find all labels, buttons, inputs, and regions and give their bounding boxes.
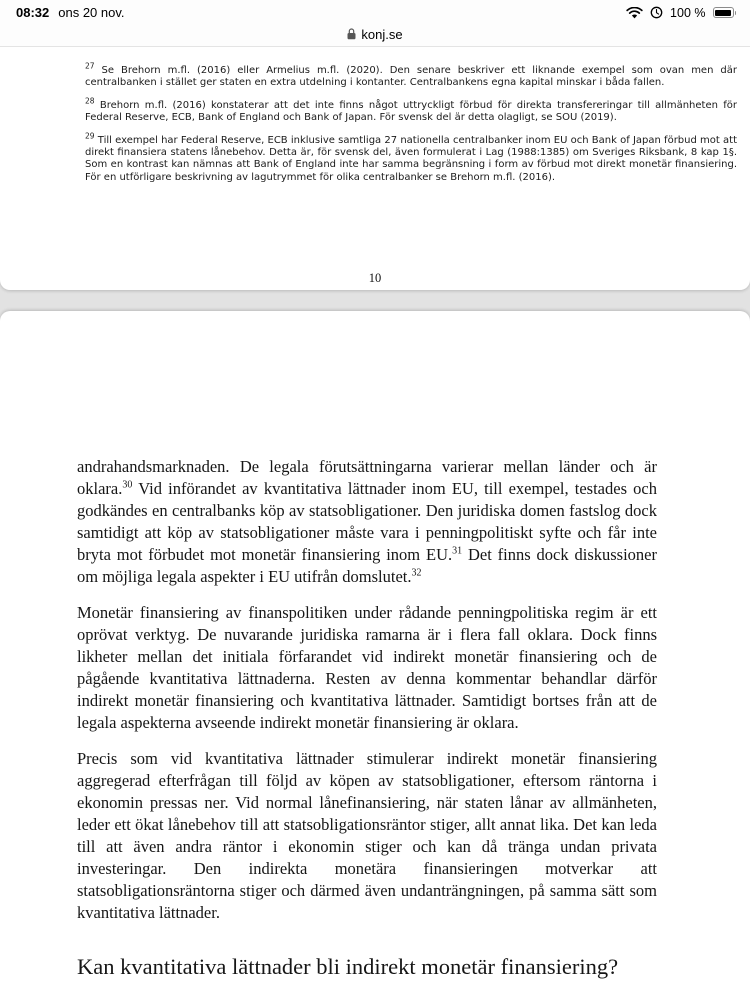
- alarm-clock-icon: [650, 6, 663, 19]
- document-body: [77, 456, 657, 983]
- status-time: 08:32: [16, 5, 50, 20]
- battery-icon: [713, 7, 737, 18]
- paragraph-text: Vid införandet av kvantitativa lättnader inom EU, till exempel, testades och godkändes en centralbanks köp av statsobligationer. Den juridiska domen fastslog dock samtidigt att köp av statsobligationer måste vara i penningpolitiskt syfte och får inte bryta mot förbudet mot monetär finansiering inom EU.: [77, 479, 657, 564]
- paragraph-2: Monetär finansiering av finanspolitiken under rådande penningpolitiska regim är ett oprövat verktyg. De nuvarande juridiska ramarna är i flera fall oklara. Dock finns likheter mellan det initiala förfarandet vid indirekt monetär finansiering och de pågående kvantitativa lättnaderna. Resten av denna kommentar behandlar därför indirekt monetär finansiering och kvantitativa lättnader. Samtidigt bortses från att de legala aspekterna avseende indirekt monetär finansiering är oklara.: [77, 603, 657, 732]
- paragraph-1: [77, 456, 657, 588]
- footnote-29: [85, 131, 738, 185]
- status-right: [626, 6, 736, 20]
- page-number: 10: [368, 271, 382, 285]
- footnote-ref-31: 31: [452, 545, 463, 557]
- safari-toolbar: [0, 22, 750, 47]
- pdf-page-10: [0, 47, 750, 290]
- footnote-ref-30: 30: [122, 479, 133, 491]
- footnote-number: 28: [85, 96, 95, 106]
- footnote-text: Se Brehorn m.fl. (2016) eller Armelius m.fl. (2020). Den senare beskriver ett liknande exempel som ovan men där centralbanken i stället ger staten en extra utdelning i kontanter. Centralbankens egna kapital minskar i båda fallen.: [85, 65, 737, 89]
- pdf-page-11: [0, 311, 750, 1000]
- pdf-viewer[interactable]: [0, 47, 750, 1000]
- url-text: konj.se: [361, 26, 403, 42]
- status-left: [16, 5, 125, 20]
- paragraph-3: Precis som vid kvantitativa lättnader stimulerar indirekt monetär finansiering aggregerad efterfrågan till följd av köpen av statsobligationer, eftersom räntorna i ekonomin pressas ner. Vid normal lånefinansiering, när staten lånar av allmänheten, leder ett ökat lånebehov till att statsobligationsräntor stiger, allt annat lika. Det kan leda till att även andra räntor i ekonomin stiger och kan då tränga undan privata investeringar. Den indirekta monetära finansieringen motverkar att statsobligationsräntorna stiger och därmed även undanträngningen, på samma sätt som kvantitativa lättnader.: [77, 749, 657, 922]
- wifi-icon: [626, 7, 643, 19]
- address-bar[interactable]: [337, 25, 412, 44]
- status-date: ons 20 nov.: [58, 5, 125, 20]
- paragraph-text: Det finns dock diskussioner om möjliga legala aspekter i EU utifrån domslutet.: [77, 545, 657, 586]
- footnote-number: 29: [85, 131, 95, 141]
- section-heading: Kan kvantitativa lättnader bli indirekt monetär finansiering?: [77, 954, 619, 979]
- footnote-28: [85, 96, 737, 125]
- footnote-27: [85, 61, 737, 90]
- page-gap: [0, 290, 750, 311]
- status-bar: [0, 0, 750, 22]
- lock-icon: [347, 28, 356, 40]
- footnote-number: 27: [85, 61, 95, 71]
- footnote-text: Till exempel har Federal Reserve, ECB inklusive samtliga 27 nationella centralbanker inom EU och Bank of Japan förbud mot att direkt finansiera statens lånebehov. Detta är, för svensk del, även formulerat i Lag (1988:1385) om Sveriges Riksbank, 8 kap 1§. Som en kontrast kan nämnas att Bank of England inte har samma begränsning i form av förbud mot direkt monetär finansiering. För en utförligare beskrivning av lagutrymmet för olika centralbanker se Brehorn m.fl. (2016).: [85, 134, 738, 183]
- battery-percentage: 100 %: [670, 5, 706, 20]
- paragraph-text: andrahandsmarknaden. De legala förutsättningarna varierar mellan länder och är oklara.: [77, 457, 657, 498]
- footnote-text: Brehorn m.fl. (2016) konstaterar att det inte finns något uttryckligt förbud för direkta transfereringar till allmänheten för Federal Reserve, ECB, Bank of England och Bank of Japan. För svensk del är detta olagligt, se SOU (2019).: [85, 99, 737, 124]
- footnote-ref-32: 32: [411, 567, 422, 579]
